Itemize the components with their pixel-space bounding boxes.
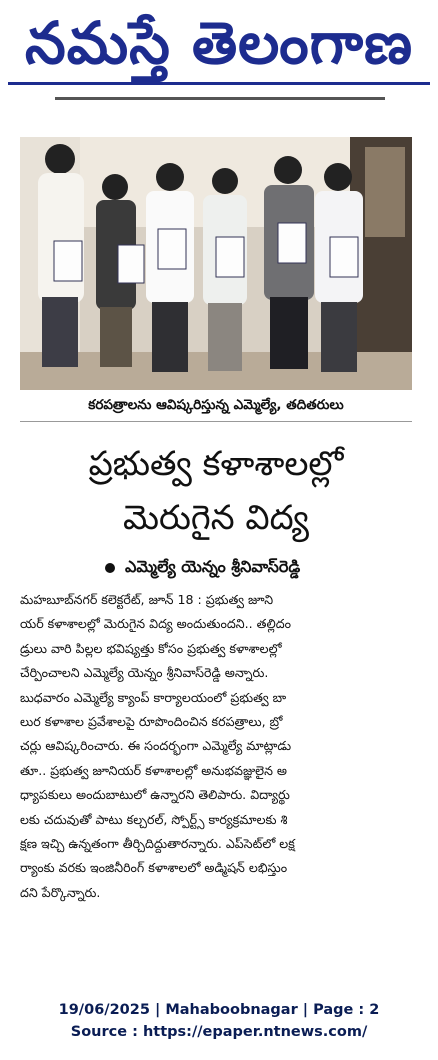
masthead (0, 0, 438, 92)
photo-caption: కరపత్రాలను ఆవిష్కరిస్తున్న ఎమ్మెల్యే, తదితరులు (88, 397, 344, 413)
bullet-icon (105, 563, 115, 573)
body-line: లకు చదువుతో పాటు కల్చరల్, స్పోర్ట్స్ కార్యక్రమాలకు శి (20, 811, 288, 827)
body-line: లుర కళాశాల ప్రవేశాలపై రూపొందించిన కరపత్రాలు, బ్రో (20, 714, 283, 730)
body-line: యర్ కళాశాలల్లో మెరుగైన విద్య అందుతుందని.. తల్లిదం (20, 616, 291, 632)
body-line: బుధవారం ఎమ్మెల్యే క్యాంప్ కార్యాలయంలో ప్రభుత్వ బా (20, 689, 287, 705)
source-link[interactable]: Source : https://epaper.ntnews.com/ (70, 1024, 368, 1040)
body-line: చర్లు ఆవిష్కరించారు. ఈ సందర్భంగా ఎమ్మెల్యే మాట్లాడు (20, 738, 292, 754)
body-line: దని పేర్కొన్నారు. (20, 884, 101, 900)
article-photo (20, 137, 412, 390)
body-line: డ్రులు వారి పిల్లల భవిష్యత్తు కోసం ప్రభుత్వ కళాశాలల్లో (20, 640, 282, 656)
body-line: ధ్యాపకులు అందుబాటులో ఉన్నారని తెలిపారు. విద్యార్థు (20, 787, 290, 803)
article-body (20, 588, 414, 905)
body-line: చేర్పించాలని ఎమ్మెల్యే యెన్నం శ్రీనివాస్‌రెడ్డి అన్నారు. (20, 665, 269, 681)
headline-line-1: ప్రభుత్వ కళాశాలల్లో (88, 444, 344, 484)
body-line: ర్యాంకు వరకు ఇంజినీరింగ్ కళాశాలలో అడ్మిషన్ లభిస్తుం (20, 860, 288, 876)
byline-text: ఎమ్మెల్యే యెన్నం శ్రీనివాస్‌రెడ్డి (125, 557, 301, 576)
byline (105, 557, 425, 580)
body-line: మహబూబ్‌నగర్ కలెక్టరేట్, జూన్ 18 : ప్రభుత్వ జూని (20, 592, 274, 607)
masthead-title: నమస్తే తెలంగాణ (25, 9, 413, 77)
body-line: క్షణ ఇచ్చి ఉన్నతంగా తీర్చిదిద్దుతారన్నారు. ఎప్‌సెట్‌లో లక్ష (20, 836, 295, 852)
previous-article-fragment (55, 94, 385, 104)
caption-divider (20, 421, 412, 422)
headline-line-2: మెరుగైన విద్య (123, 498, 309, 538)
body-line: తూ.. ప్రభుత్వ జూనియర్ కళాశాలల్లో అనుభవజ్ఞులైన అ (20, 762, 288, 778)
masthead-divider (8, 82, 430, 85)
article-headline (20, 437, 412, 545)
page-footer (0, 999, 438, 1043)
publication-info: 19/06/2025 | Mahaboobnagar | Page : 2 (58, 1002, 380, 1018)
